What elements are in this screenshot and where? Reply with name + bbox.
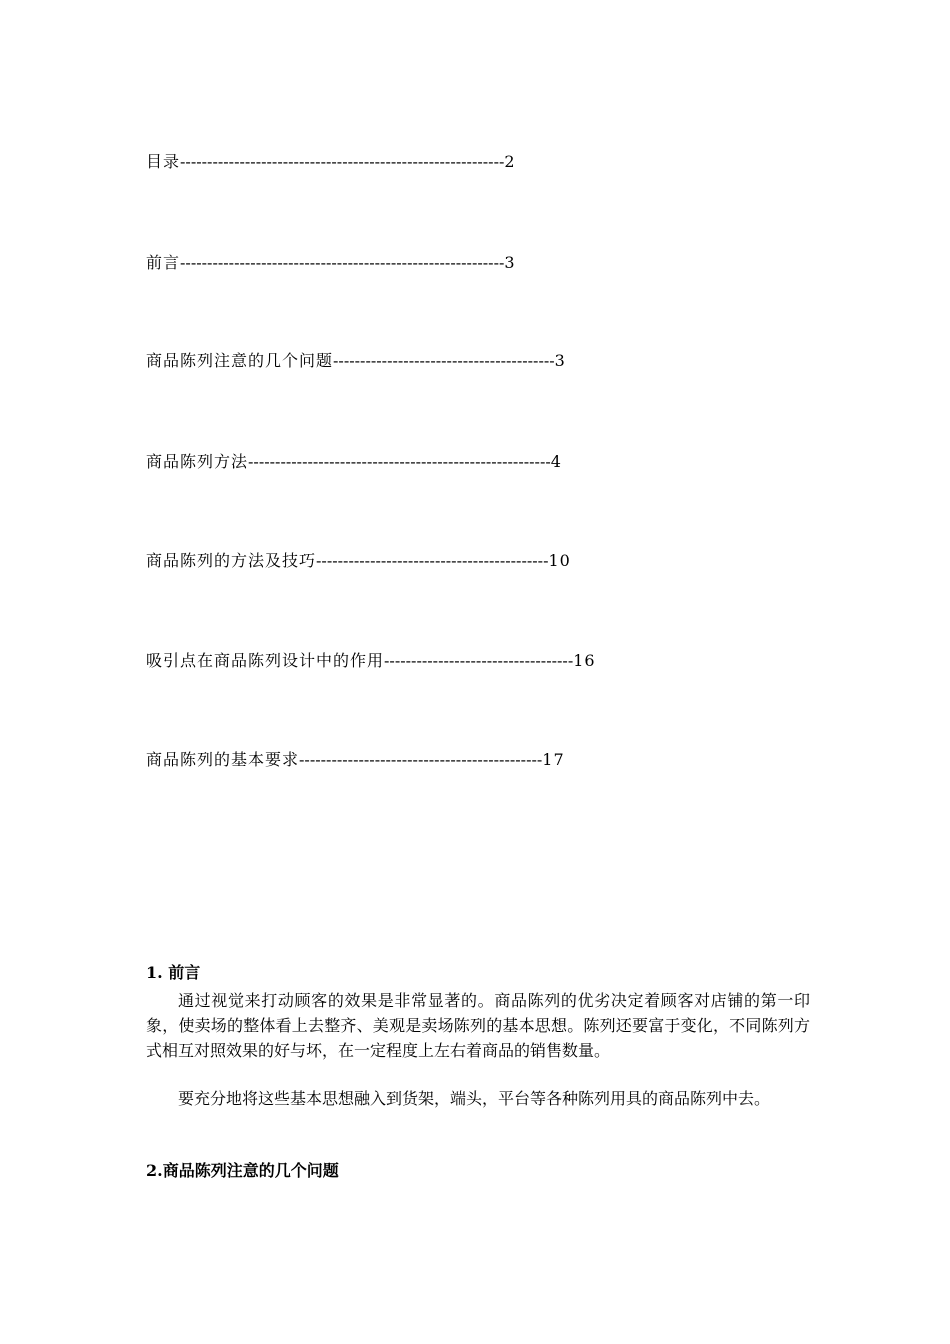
toc-entry-label: 商品陈列方法 — [146, 452, 249, 471]
toc-entry-label: 商品陈列的基本要求 — [146, 750, 300, 769]
toc-entry[interactable] — [146, 651, 596, 671]
toc-entry[interactable] — [146, 253, 516, 273]
toc-leader: ------------------------------------------------------------ — [180, 152, 505, 171]
toc-leader: --------------------------------------------- — [299, 750, 543, 769]
toc-page-number: 10 — [548, 551, 571, 570]
toc-leader: ------------------------------------------- — [316, 551, 549, 570]
section-heading: 1. 前言 — [146, 963, 201, 982]
toc-page-number: 4 — [550, 452, 562, 471]
toc-page-number: 16 — [573, 651, 596, 670]
toc-entry[interactable] — [146, 351, 566, 371]
toc-page-number: 3 — [554, 351, 566, 370]
toc-page-number: 2 — [504, 152, 516, 171]
toc-entry-label: 吸引点在商品陈列设计中的作用 — [146, 651, 385, 670]
toc-leader: ----------------------------------- — [384, 651, 574, 670]
toc-entry-label: 目录 — [146, 152, 181, 171]
toc-leader: -------------------------------------------------------- — [248, 452, 551, 471]
toc-leader: ----------------------------------------- — [333, 351, 555, 370]
toc-entry[interactable] — [146, 551, 571, 571]
toc-leader: ------------------------------------------------------------ — [180, 253, 505, 272]
toc-entry-label: 商品陈列的方法及技巧 — [146, 551, 317, 570]
toc-entry[interactable] — [146, 152, 516, 172]
toc-page-number: 3 — [504, 253, 516, 272]
toc-page-number: 17 — [542, 750, 565, 769]
toc-entry-label: 商品陈列注意的几个问题 — [146, 351, 334, 370]
body-paragraph: 要充分地将这些基本思想融入到货架，端头，平台等各种陈列用具的商品陈列中去。 — [178, 1089, 771, 1108]
section-heading: 2.商品陈列注意的几个问题 — [146, 1161, 339, 1180]
body-paragraph: 通过视觉来打动顾客的效果是非常显著的。商品陈列的优劣决定着顾客对店铺的第一印象，使卖场的整体看上去整齐、美观是卖场陈列的基本思想。陈列还要富于变化，不同陈列方式相互对照效果的好与坏，在一定程度上左右着商品的销售数量。 — [146, 991, 810, 1060]
toc-entry-label: 前言 — [146, 253, 181, 272]
toc-entry[interactable] — [146, 452, 562, 472]
toc-entry[interactable] — [146, 750, 565, 770]
